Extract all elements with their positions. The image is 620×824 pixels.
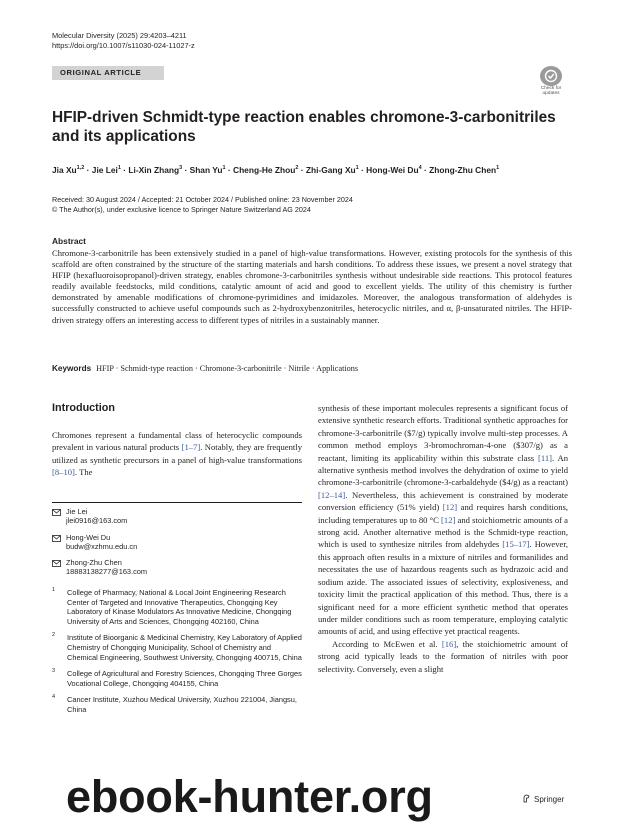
envelope-icon: [52, 535, 61, 544]
body-text: . However, this approach often results in a mixture of nitriles and formanilides and necessitates the use of hazardous reagents such as hydrazoic acid and sodium azide. The associated issues of selectivity, explosiveness, and toxicity limit the practical application of this method. Thus, there is a significant need for a more efficient synthetic method that operates under milder conditions such as room temperature, employing catalytic amounts of acid, and using effective yet practical reagents.: [318, 539, 568, 637]
contact-entry: [52, 507, 302, 526]
contact-entry: [52, 533, 302, 552]
author-name[interactable]: Hong-Wei Du: [366, 164, 419, 175]
abstract-text: Chromone-3-carbonitrile has been extensively studied in a panel of high-value transformations. However, existing protocols for the synthesis of this scaffold are often constrained by the structure of the starting materials and harsh conditions. To address these issues, we present a novel strategy that HFIP (hexafluoroisopropanol)-driven strategy, enables chromone-3-carbonitriles synthesis without undesirable side reactions. This protocol features readily available feedstocks, mild conditions, catalytic amount of acid and good to excellent yields. The utility of this chemistry is further demonstrated by amenable modifications of chromone-pyrimidines and imidazoles. Moreover, the analogous transformation of aldehydes is successfully constructed to achieve useful compounds such as 2-hydroxybenzonitriles, heterocyclic nitriles, and α, β-unsaturated nitriles. The HFIP-driven strategy offers an interesting access to different types of nitriles in a sustainably manner.: [52, 248, 572, 325]
author-name[interactable]: Jia Xu: [52, 164, 77, 175]
intro-paragraph-2: [318, 402, 568, 638]
dates-line: Received: 30 August 2024 / Accepted: 21 October 2024 / Published online: 23 November 2024: [52, 195, 353, 204]
citation-link[interactable]: [15–17]: [502, 539, 530, 550]
body-text: synthesis of these important molecules represents a significant focus of extensive synthetic research efforts. Traditional synthetic approaches for chromone-3-carbonitrile ($7/g) typically involve multi-step processes. A common method employs 3-bromochroman-4-one ($307/g) as a reactant, limiting its applicability within this substrate class: [318, 403, 568, 463]
affiliation-number: 4: [52, 694, 56, 701]
citation-link[interactable]: [1–7]: [181, 442, 201, 453]
author-affiliation: 3: [179, 165, 183, 171]
author-name[interactable]: Shan Yu: [189, 164, 223, 175]
author-list: Jia Xu$^{1,2}$ · Jie Lei$^1$ · Li-Xin Zhang$^3$ · Shan $Yu^1$ · Cheng-He Zhou$^2$ · Zhi-Gang $Xu^1$ · Hong-Wei $Du^4$ · Zhong-Zhu Chen$^1$: [52, 164, 500, 175]
keywords-text: HFIP · Schmidt-type reaction · Chromone-3-carbonitrile · Nitrile · Applications: [96, 364, 358, 373]
author-affiliation: 1: [222, 165, 226, 171]
affiliation-entry: [52, 669, 302, 688]
publication-dates: [52, 195, 572, 215]
intro-right-column: [318, 402, 568, 675]
affiliation-text: Institute of Bioorganic & Medicinal Chemistry, Key Laboratory of Applied Chemistry of Chongqing Municipality, School of Chemistry and Chemical Engineering, Southwest University, Chongqing 400715, China: [67, 633, 302, 662]
affiliation-number: 2: [52, 632, 56, 639]
copyright-line: © The Author(s), under exclusive licence to Springer Nature Switzerland AG 2024: [52, 205, 311, 214]
body-text: . Nevertheless, this achievement is constrained by moderate conversion efficiency (51% yield): [318, 489, 568, 513]
author-affiliation: 1: [496, 165, 500, 171]
intro-paragraph-3: [318, 638, 568, 675]
author-affiliation: 1,2: [76, 165, 85, 171]
body-text: According to McEwen et al.: [332, 638, 442, 649]
affiliation-entry: [52, 588, 302, 626]
affiliation-number: 1: [52, 587, 56, 593]
journal-citation: Molecular Diversity (2025) 29:4203–4211: [52, 31, 187, 40]
intro-text: Chromones represent a fundamental class of heterocyclic compounds prevalent in various natural products: [52, 430, 302, 453]
publisher-name: Springer: [534, 795, 565, 804]
intro-paragraph-1: [52, 429, 302, 479]
body-text: . An alternative synthesis method involves the dehydration of oxime to yield chromone-3-carbonitrile (chromone-3-carbaldehyde ($4/g) as a reactant): [318, 452, 569, 488]
badge-text-line2: updates: [542, 91, 560, 97]
contact-email[interactable]: 18883138277@163.com: [66, 567, 148, 577]
envelope-icon: [52, 560, 61, 569]
introduction-heading: Introduction: [52, 402, 115, 414]
envelope-icon: [52, 509, 61, 518]
watermark-text: ebook-hunter.org: [66, 771, 433, 822]
springer-horse-icon: [522, 794, 531, 805]
affiliation-entry: [52, 695, 302, 714]
article-title: [52, 108, 572, 146]
body-text: , the stoichiometric amount of strong acid typically leads to the formation of nitriles with poor selectivity. Conversely, even a slight: [318, 638, 568, 674]
intro-text: . Notably, they are frequently utilized as synthetic precursors in a panel of high-value transformations: [52, 442, 302, 465]
article-type-label: ORIGINAL ARTICLE: [52, 66, 164, 80]
corresponding-authors: [52, 502, 302, 584]
check-updates-icon: [540, 66, 562, 86]
author-name[interactable]: Zhi-Gang Xu: [305, 164, 356, 175]
keywords-line: [52, 364, 572, 373]
abstract-heading: Abstract: [52, 236, 86, 246]
contact-entry: [52, 558, 302, 577]
citation-link[interactable]: [12–14]: [318, 489, 346, 500]
affiliations: [52, 588, 302, 722]
contact-name: Jie Lei: [66, 507, 88, 516]
contact-name: Zhong-Zhu Chen: [66, 558, 122, 568]
publisher-logo: [522, 794, 564, 805]
title-line-2: and its applications: [52, 128, 196, 146]
badge-text-line1: Check for: [540, 86, 562, 91]
affiliation-text: Cancer Institute, Xuzhou Medical University, Xuzhou 221004, Jiangsu, China: [67, 695, 297, 714]
affiliation-entry: [52, 633, 302, 662]
citation-link[interactable]: [12]: [441, 514, 456, 525]
author-affiliation: 1: [355, 165, 359, 171]
contact-email[interactable]: budw@xzhmu.edu.cn: [66, 541, 138, 551]
contact-email[interactable]: jlei0916@163.com: [66, 516, 128, 526]
author-affiliation: 1: [117, 165, 121, 171]
citation-link[interactable]: [11]: [537, 452, 552, 463]
author-affiliation: 2: [295, 165, 299, 171]
citation-link[interactable]: [16]: [441, 638, 457, 649]
author-name[interactable]: Zhong-Zhu Chen: [429, 164, 497, 175]
affiliation-text: College of Pharmacy, National & Local Joint Engineering Research Center of Targeted and Innovative Therapeutics, Chongqing Key Laboratory of Kinase Modulators As Innovative Medicine, Chongqing University of Arts and Sciences, Chongqing 402160, China: [67, 588, 292, 626]
title-line-1: HFIP-driven Schmidt-type reaction enables chromone-3-carbonitriles: [52, 109, 556, 126]
body-text: and requires harsh conditions, including temperatures up to 80 °C: [318, 502, 569, 525]
check-for-updates-badge[interactable]: [536, 66, 566, 98]
affiliation-number: 3: [52, 668, 56, 675]
doi-link[interactable]: https://doi.org/10.1007/s11030-024-11027-z: [52, 41, 195, 50]
keywords-label: Keywords: [52, 364, 92, 373]
author-name[interactable]: Jie Lei: [91, 164, 118, 175]
contact-name: Hong-Wei Du: [66, 532, 111, 542]
citation-link[interactable]: [8–10]: [52, 467, 75, 478]
author-name[interactable]: Cheng-He Zhou: [233, 164, 296, 175]
affiliation-text: College of Agricultural and Forestry Sciences, Chongqing Three Gorges Vocational College, Chongqing 404155, China: [67, 669, 302, 688]
citation-link[interactable]: [12]: [442, 502, 458, 513]
author-name[interactable]: Li-Xin Zhang: [128, 164, 180, 175]
intro-text: . The: [74, 467, 93, 478]
author-affiliation: 4: [418, 165, 422, 171]
body-text: and stoichiometric amounts of a strong acid. Another alternative method is the Schmidt-type reaction, which is used to synthesize nitriles from aldehydes: [318, 514, 568, 550]
